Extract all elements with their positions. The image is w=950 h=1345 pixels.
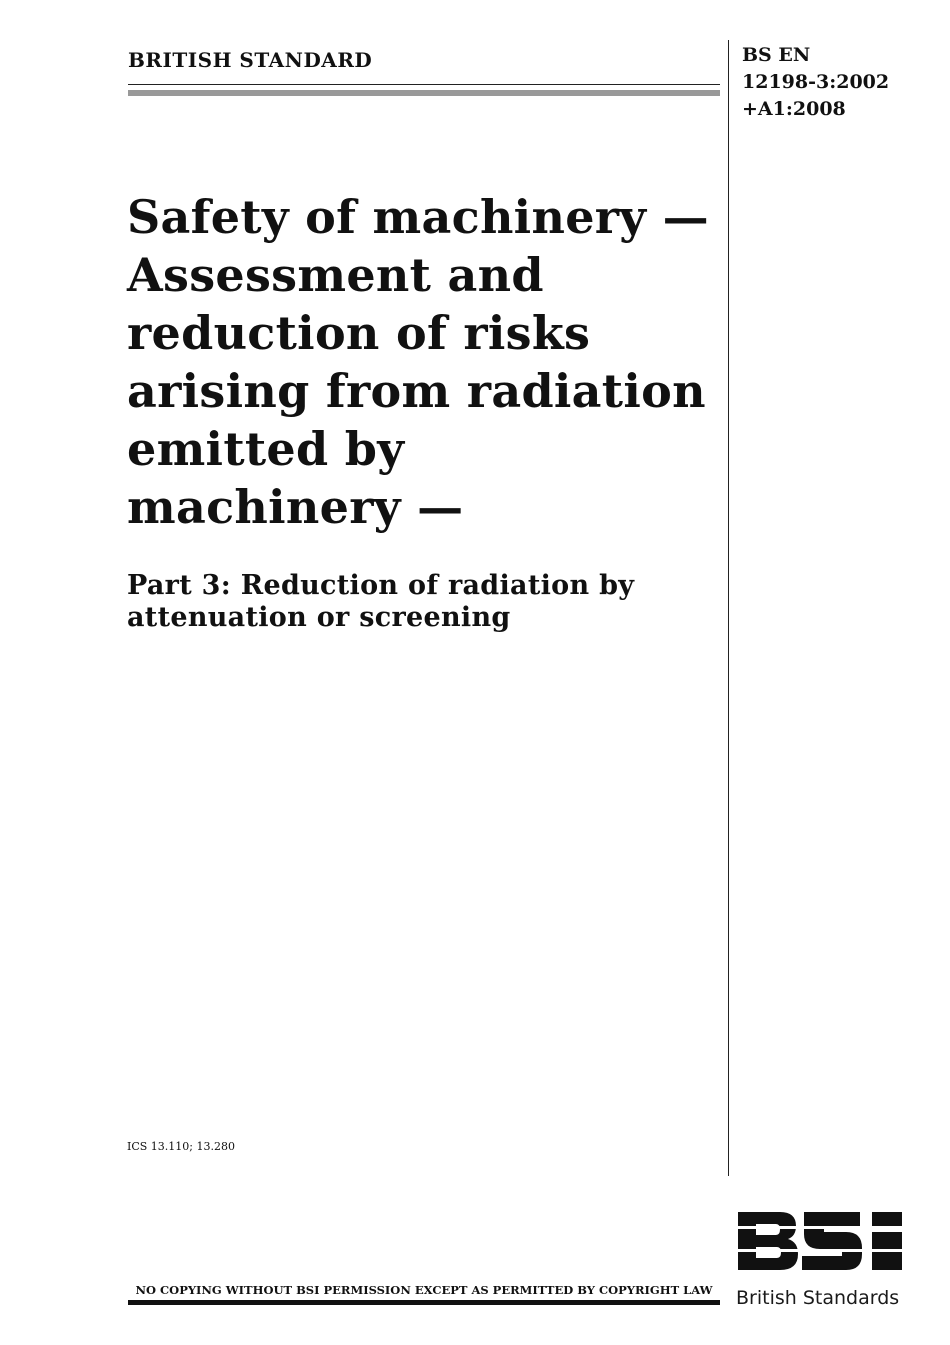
header-label: BRITISH STANDARD: [128, 48, 373, 72]
document-subtitle: [127, 570, 717, 634]
header-rule-thin: [128, 84, 720, 85]
subtitle-line: Part 3: Reduction of radiation by: [127, 570, 635, 601]
title-line: emitted by: [127, 422, 405, 476]
bsi-logo-icon: [736, 1208, 906, 1274]
header-rule-thick: [128, 90, 720, 96]
document-title: [127, 188, 717, 536]
title-line: arising from radiation: [127, 364, 706, 418]
title-line: machinery —: [127, 480, 464, 534]
title-line: Safety of machinery —: [127, 190, 709, 244]
standard-number-line: 12198-3:2002: [742, 71, 890, 93]
title-line: Assessment and: [127, 248, 544, 302]
standard-number: [742, 42, 889, 123]
vertical-divider: [728, 40, 729, 1176]
standard-number-line: BS EN: [742, 44, 811, 66]
copyright-notice: NO COPYING WITHOUT BSI PERMISSION EXCEPT AS PERMITTED BY COPYRIGHT LAW: [135, 1283, 713, 1297]
title-line: reduction of risks: [127, 306, 591, 360]
ics-code: ICS 13.110; 13.280: [127, 1140, 235, 1153]
footer-rule: [128, 1300, 720, 1305]
standard-number-line: +A1:2008: [742, 98, 846, 120]
subtitle-line: attenuation or screening: [127, 602, 511, 633]
bsi-logo-subtext: British Standards: [736, 1287, 900, 1309]
